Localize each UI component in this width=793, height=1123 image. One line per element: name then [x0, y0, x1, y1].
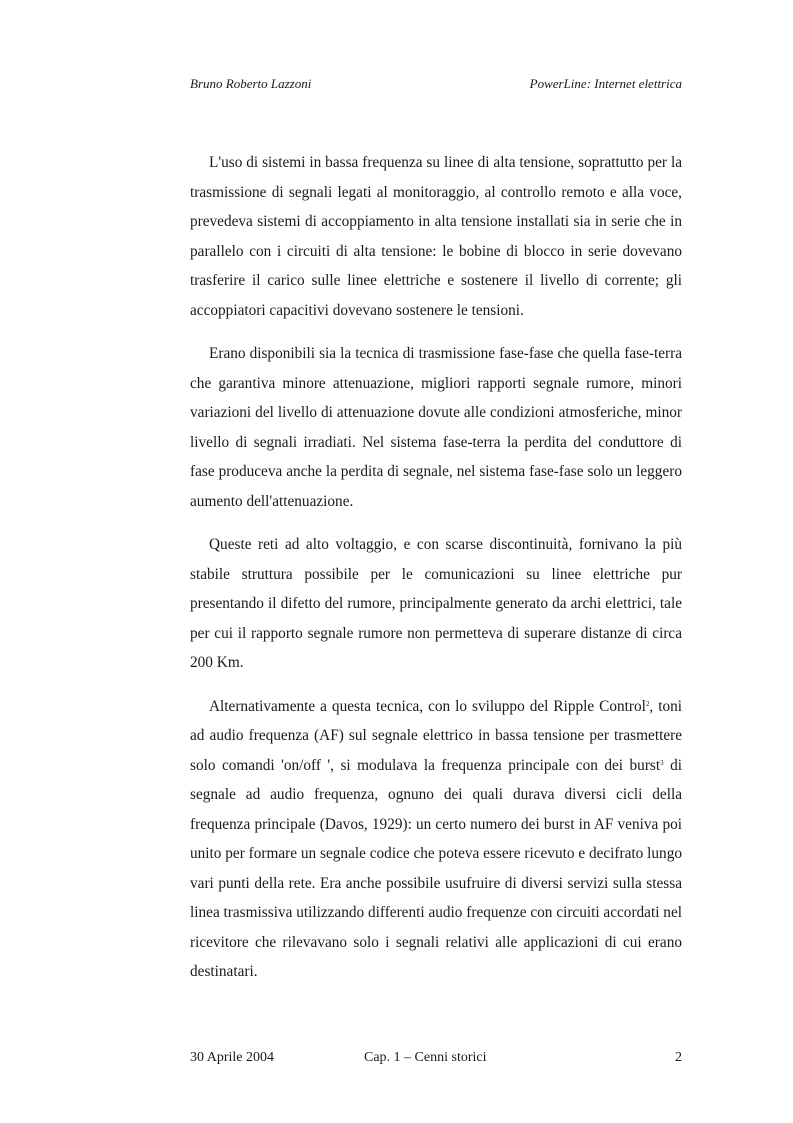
- page-number: 2: [675, 1050, 682, 1065]
- paragraph-3: Queste reti ad alto voltaggio, e con scarse discontinuità, fornivano la più stabile struttura possibile per le comunicazioni su linee elettriche pur presentando il difetto del rumore, principalmente generato da archi elettrici, tale per cui il rapporto segnale rumore non permetteva di superare distanze di circa 200 Km.: [190, 536, 682, 671]
- paragraph-4-part-3: di segnale ad audio frequenza, ognuno dei quali durava diversi cicli della frequenza principale (Davos, 1929): un certo numero dei burst in AF veniva poi unito per formare un segnale codice che poteva essere ricevuto e decifrato lungo vari punti della rete. Era anche possibile usufruire di diversi servizi sulla stessa linea trasmissiva utilizzando differenti audio frequenze con circuiti accordati nel ricevitore che rilevavano solo i segnali relativi alle applicazioni di cui erano destinatari.: [190, 756, 682, 980]
- paragraph-2: Erano disponibili sia la tecnica di trasmissione fase-fase che quella fase-terra che garantiva minore attenuazione, migliori rapporti segnale rumore, minori variazioni del livello di attenuazione dovute alle condizioni atmosferiche, minor livello di segnali irradiati. Nel sistema fase-terra la perdita del conduttore di fase produceva anche la perdita di segnale, nel sistema fase-fase solo un leggero aumento dell'attenuazione.: [190, 345, 682, 510]
- footer-date: 30 Aprile 2004: [190, 1050, 274, 1065]
- paragraph-1: L'uso di sistemi in bassa frequenza su linee di alta tensione, soprattutto per la trasmissione di segnali legati al monitoraggio, al controllo remoto e alla voce, prevedeva sistemi di accoppiamento in alta tensione installati sia in serie che in parallelo con i circuiti di alta tensione: le bobine di blocco in serie dovevano trasferire il carico sulle linee elettriche e sostenere il livello di corrente; gli accoppiatori capacitivi dovevano sostenere le tensioni.: [190, 154, 682, 319]
- paragraph-4-part-2: , toni ad audio frequenza (AF) sul segnale elettrico in bassa tensione per trasmettere solo comandi 'on/off ', si modulava la frequenza principale con dei burst: [190, 697, 682, 774]
- paragraph-4-part-1: Alternativamente a questa tecnica, con lo sviluppo del Ripple Control: [209, 697, 646, 715]
- body-text: [190, 148, 682, 1001]
- footnote-ref-3[interactable]: 3: [660, 758, 664, 767]
- footnote-ref-2[interactable]: 2: [645, 699, 650, 708]
- footer-chapter: Cap. 1 – Cenni storici: [364, 1050, 487, 1065]
- header-title: PowerLine: Internet elettrica: [529, 76, 682, 91]
- header-author: Bruno Roberto Lazzoni: [190, 76, 312, 91]
- paragraph-4: [190, 692, 682, 987]
